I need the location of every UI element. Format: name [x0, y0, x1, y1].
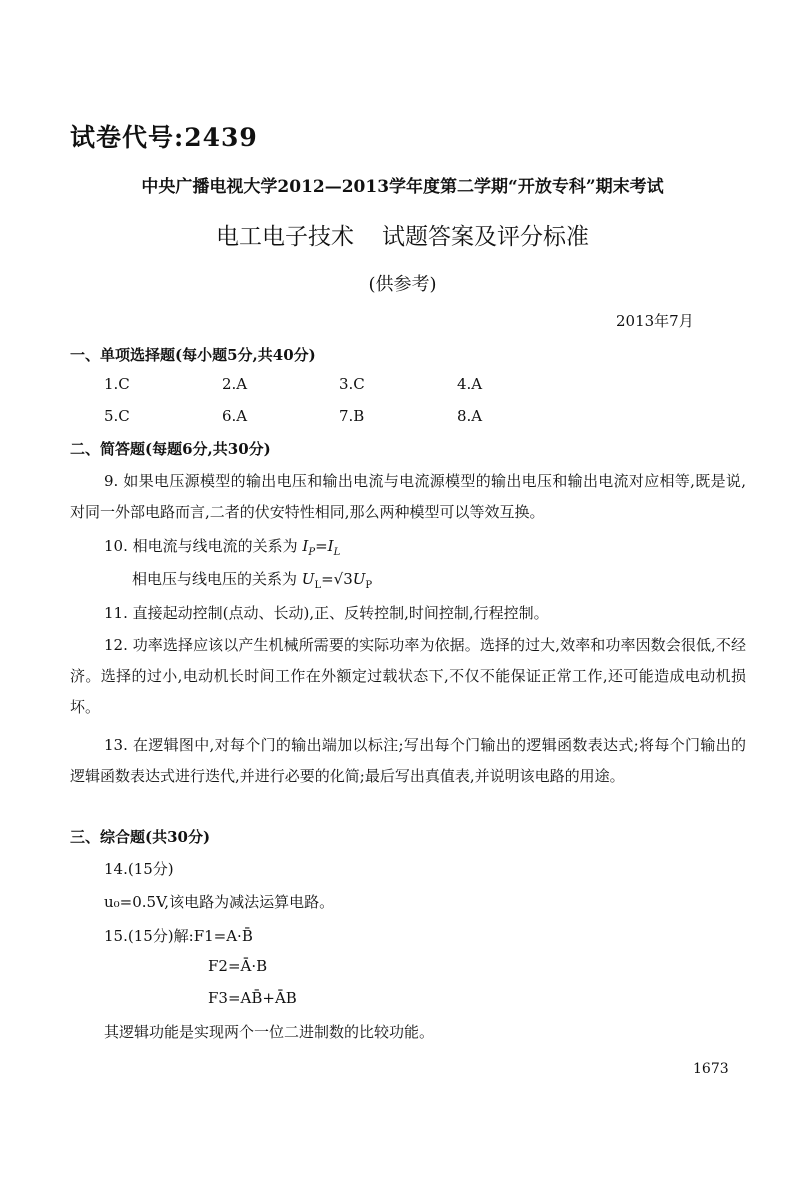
answers-row-2: [0, 407, 805, 427]
logic-function-conclusion: 其逻辑功能是实现两个一位二进制数的比较功能。: [104, 1023, 435, 1041]
answer-q13: 13. 在逻辑图中,对每个门的输出端加以标注;写出每个门输出的逻辑函数表达式;将每个门输出的逻辑函数表达式进行迭代,并进行必要的化简;最后写出真值表,并说明该电路的用途。: [70, 736, 746, 785]
university-exam-line: 中央广播电视大学2012—2013学年度第二学期“开放专科”期末考试: [141, 177, 664, 197]
answer-item: 4.A: [457, 375, 483, 393]
section3-heading: 三、综合题(共30分): [70, 828, 211, 846]
answer-item: 3.C: [339, 375, 365, 393]
formula-f2: F2=Ā·B: [208, 957, 268, 975]
answer-item: 8.A: [457, 407, 483, 425]
answer-q10-line1: [104, 535, 340, 558]
q14-answer: u₀=0.5V,该电路为减法运算电路。: [104, 893, 335, 911]
answer-q11: 11. 直接起动控制(点动、长动),正、反转控制,时间控制,行程控制。: [104, 604, 549, 622]
answer-item: 5.C: [104, 407, 130, 425]
formula-f1: F1=A·B̄: [193, 927, 253, 945]
answer-q10-line2: [132, 568, 372, 591]
answer-q9: 9. 如果电压源模型的输出电压和输出电流与电流源模型的输出电压和输出电流对应相等,既是说,对同一外部电路而言,二者的伏安特性相同,那么两种模型可以等效互换。: [70, 472, 746, 521]
exam-date: 2013年7月: [616, 312, 694, 330]
formula-current-relation: $I_P=I_L$: [302, 537, 341, 558]
q10-text: 相电压与线电压的关系为: [132, 570, 298, 588]
document-type: 试题答案及评分标准: [382, 224, 589, 250]
formula-f3: F3=AB̄+ĀB: [208, 989, 297, 1007]
formula-voltage-relation: $U_L=√3U_P$: [301, 570, 373, 591]
answer-item: 1.C: [104, 375, 130, 393]
answers-row-1: [0, 375, 805, 395]
answer-item: 6.A: [222, 407, 248, 425]
page-title: [0, 218, 805, 251]
page-number: 1673: [693, 1061, 729, 1077]
q10-text: 10. 相电流与线电流的关系为: [104, 537, 298, 555]
q14-label: 14.(15分): [104, 860, 174, 878]
answer-item: 2.A: [222, 375, 248, 393]
course-name: 电工电子技术: [216, 224, 354, 250]
section1-heading: 一、单项选择题(每小题5分,共40分): [70, 346, 316, 364]
section2-heading: 二、简答题(每题6分,共30分): [70, 440, 271, 458]
q15-f1-line: [104, 925, 253, 946]
answer-q12: 12. 功率选择应该以产生机械所需要的实际功率为依据。选择的过大,效率和功率因数会很低,不经济。选择的过小,电动机长时间工作在外额定过载状态下,不仅不能保证正常工作,还可能造成电动机损坏。: [70, 636, 746, 716]
reference-note: (供参考): [368, 274, 437, 295]
paper-code: 试卷代号:2439: [70, 123, 258, 152]
answer-item: 7.B: [339, 407, 365, 425]
q15-label: 15.(15分)解:: [104, 927, 194, 945]
